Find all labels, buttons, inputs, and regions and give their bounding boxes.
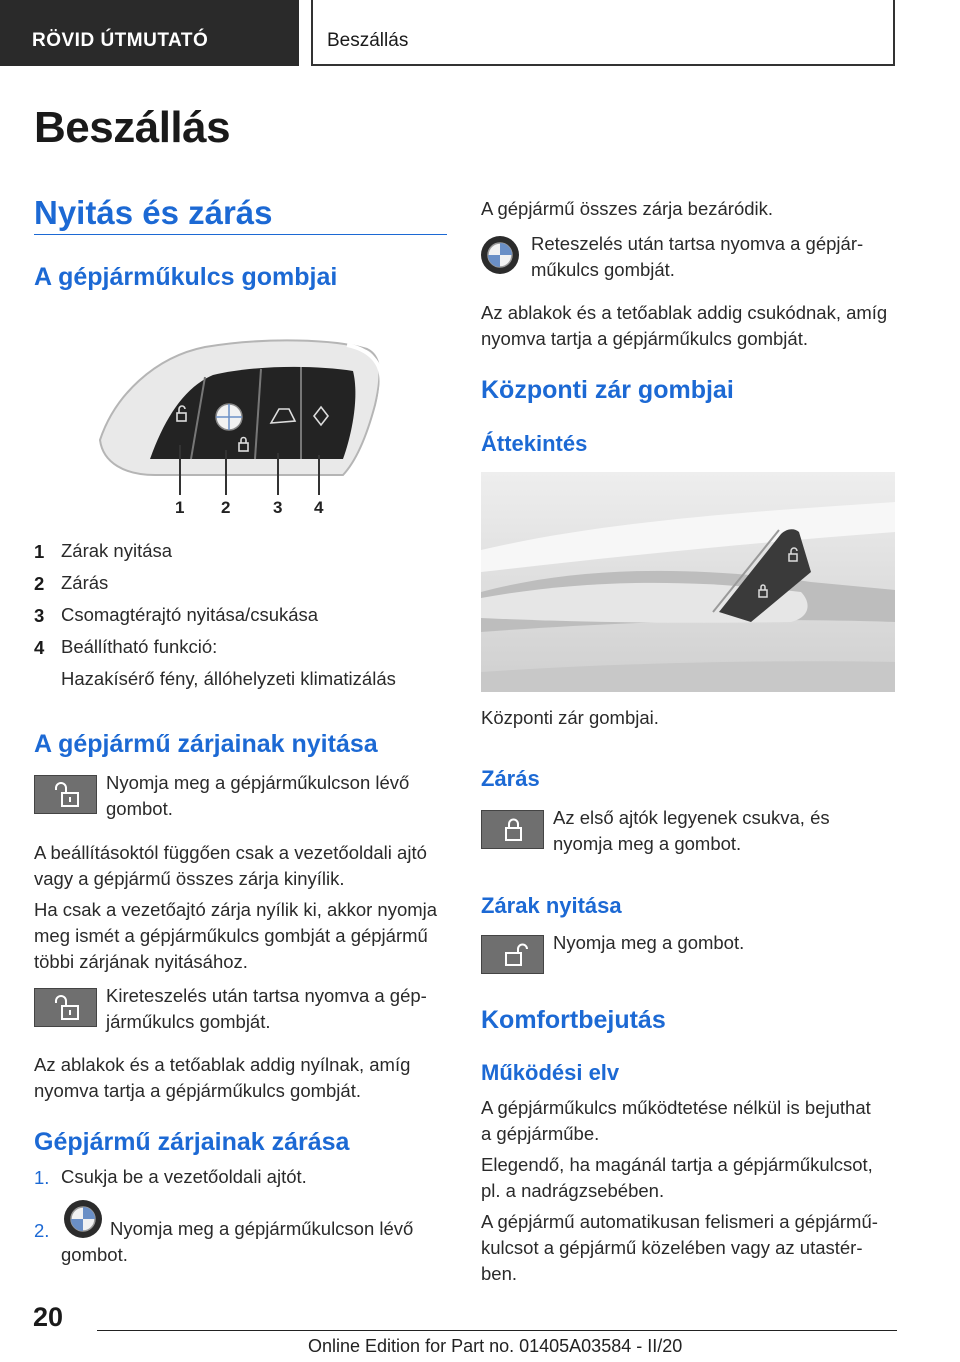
lock-result-text: A gépjármű összes zárja bezáródik.: [481, 198, 774, 219]
page-title: Beszállás: [34, 103, 231, 152]
legend-num-3: 3: [34, 605, 45, 626]
legend-num-2: 2: [34, 573, 45, 594]
header-chapter-box: [311, 0, 895, 66]
legend-text-4: Beállítható funkció:: [61, 636, 218, 657]
comfort-p1a: A gépjárműkulcs működtetése nélkül is bejuthat: [481, 1097, 871, 1118]
unlock-p5b: nyomva tartja a gépjárműkulcs gombját.: [34, 1080, 361, 1101]
central-lock-photo: [481, 472, 895, 692]
heading-comfort-access: Komfortbejutás: [481, 1006, 666, 1034]
heading-open-close: Nyitás és zárás: [34, 194, 273, 231]
bmw-logo-icon: [481, 236, 519, 274]
key-callout-1: 1: [175, 498, 185, 517]
header-section-label: RÖVID ÚTMUTATÓ: [32, 30, 209, 51]
unlock-hold-button-icon: [34, 988, 97, 1027]
heading-lock: Gépjármű zárjainak zárása: [34, 1128, 350, 1156]
lock-button-icon: [481, 810, 544, 849]
unlock-central-button-icon: [481, 935, 544, 974]
comfort-p2a: Elegendő, ha magánál tartja a gépjárműkulcsot,: [481, 1154, 873, 1175]
legend-text-3: Csomagtérajtó nyitása/csukása: [61, 604, 319, 625]
unlock-p5a: Az ablakok és a tetőablak addig nyílnak, amíg: [34, 1054, 411, 1075]
unlocking-text: Nyomja meg a gombot.: [553, 932, 745, 953]
unlock-p1b: gombot.: [106, 798, 173, 819]
bmw-logo-icon: [64, 1200, 102, 1238]
heading-overview: Áttekintés: [481, 431, 588, 456]
heading-unlock: A gépjármű zárjainak nyitása: [34, 730, 378, 758]
page-number: 20: [33, 1302, 64, 1332]
unlock-p3b: meg ismét a gépjárműkulcs gombját a gépjármű: [34, 925, 428, 946]
lock-windows-p3a: Az ablakok és a tetőablak addig csukódnak, amíg: [481, 302, 888, 323]
legend-num-1: 1: [34, 541, 45, 562]
locking-text-b: nyomja meg a gombot.: [553, 833, 742, 854]
comfort-p3a: A gépjármű automatikusan felismeri a gépjármű-: [481, 1211, 878, 1232]
lock-step-text-1: Csukja be a vezetőoldali ajtót.: [61, 1166, 307, 1187]
lock-hold-p2b: műkulcs gombját.: [531, 259, 675, 280]
heading-locking: Zárás: [481, 766, 540, 791]
heading-unlocking: Zárak nyitása: [481, 893, 622, 918]
key-callout-3: 3: [273, 498, 283, 517]
unlock-button-icon: [34, 775, 97, 814]
key-callout-4: 4: [314, 498, 324, 517]
comfort-p2b: pl. a nadrágzsebében.: [481, 1180, 665, 1201]
legend-text-1: Zárak nyitása: [61, 540, 173, 561]
central-lock-caption: Központi zár gombjai.: [481, 707, 659, 728]
header-chapter-label: Beszállás: [327, 30, 409, 51]
key-fob-figure: [95, 335, 395, 520]
lock-step-num-1: 1.: [34, 1167, 50, 1188]
locking-text-a: Az első ajtók legyenek csukva, és: [553, 807, 830, 828]
unlock-p2b: vagy a gépjármű összes zárja kinyílik.: [34, 868, 345, 889]
heading-key-buttons: A gépjárműkulcs gombjai: [34, 263, 338, 291]
header-section-tab: [0, 0, 299, 66]
unlock-p3a: Ha csak a vezetőajtó zárja nyílik ki, akkor nyomja: [34, 899, 438, 920]
legend-text-4b: Hazakísérő fény, állóhelyzeti klimatizálás: [61, 668, 396, 689]
lock-hold-p2a: Reteszelés után tartsa nyomva a gépjár-: [531, 233, 864, 254]
unlock-p4a: Kireteszelés után tartsa nyomva a gép-: [106, 985, 427, 1006]
key-callout-2: 2: [221, 498, 231, 517]
unlock-p2a: A beállításoktól függően csak a vezetőoldali ajtó: [34, 842, 427, 863]
heading-rule: [34, 234, 447, 235]
lock-step-num-2: 2.: [34, 1220, 50, 1241]
comfort-p3c: ben.: [481, 1263, 518, 1284]
comfort-p3b: kulcsot a gépjármű közelében vagy az utastér-: [481, 1237, 863, 1258]
unlock-p3c: többi zárjának nyitásához.: [34, 951, 248, 972]
legend-text-2: Zárás: [61, 572, 109, 593]
lock-step-text-2: Nyomja meg a gépjárműkulcson lévő: [110, 1218, 414, 1239]
footer-rule: [97, 1330, 897, 1331]
lock-step-text-2b: gombot.: [61, 1244, 128, 1265]
heading-central-lock: Központi zár gombjai: [481, 376, 734, 404]
unlock-p4b: járműkulcs gombját.: [106, 1011, 271, 1032]
lock-windows-p3b: nyomva tartja a gépjárműkulcs gombját.: [481, 328, 808, 349]
footer-edition: Online Edition for Part no. 01405A03584 - II/20: [308, 1336, 683, 1356]
comfort-p1b: a gépjárműbe.: [481, 1123, 600, 1144]
legend-num-4: 4: [34, 637, 45, 658]
heading-principle: Működési elv: [481, 1060, 620, 1085]
unlock-p1a: Nyomja meg a gépjárműkulcson lévő: [106, 772, 410, 793]
